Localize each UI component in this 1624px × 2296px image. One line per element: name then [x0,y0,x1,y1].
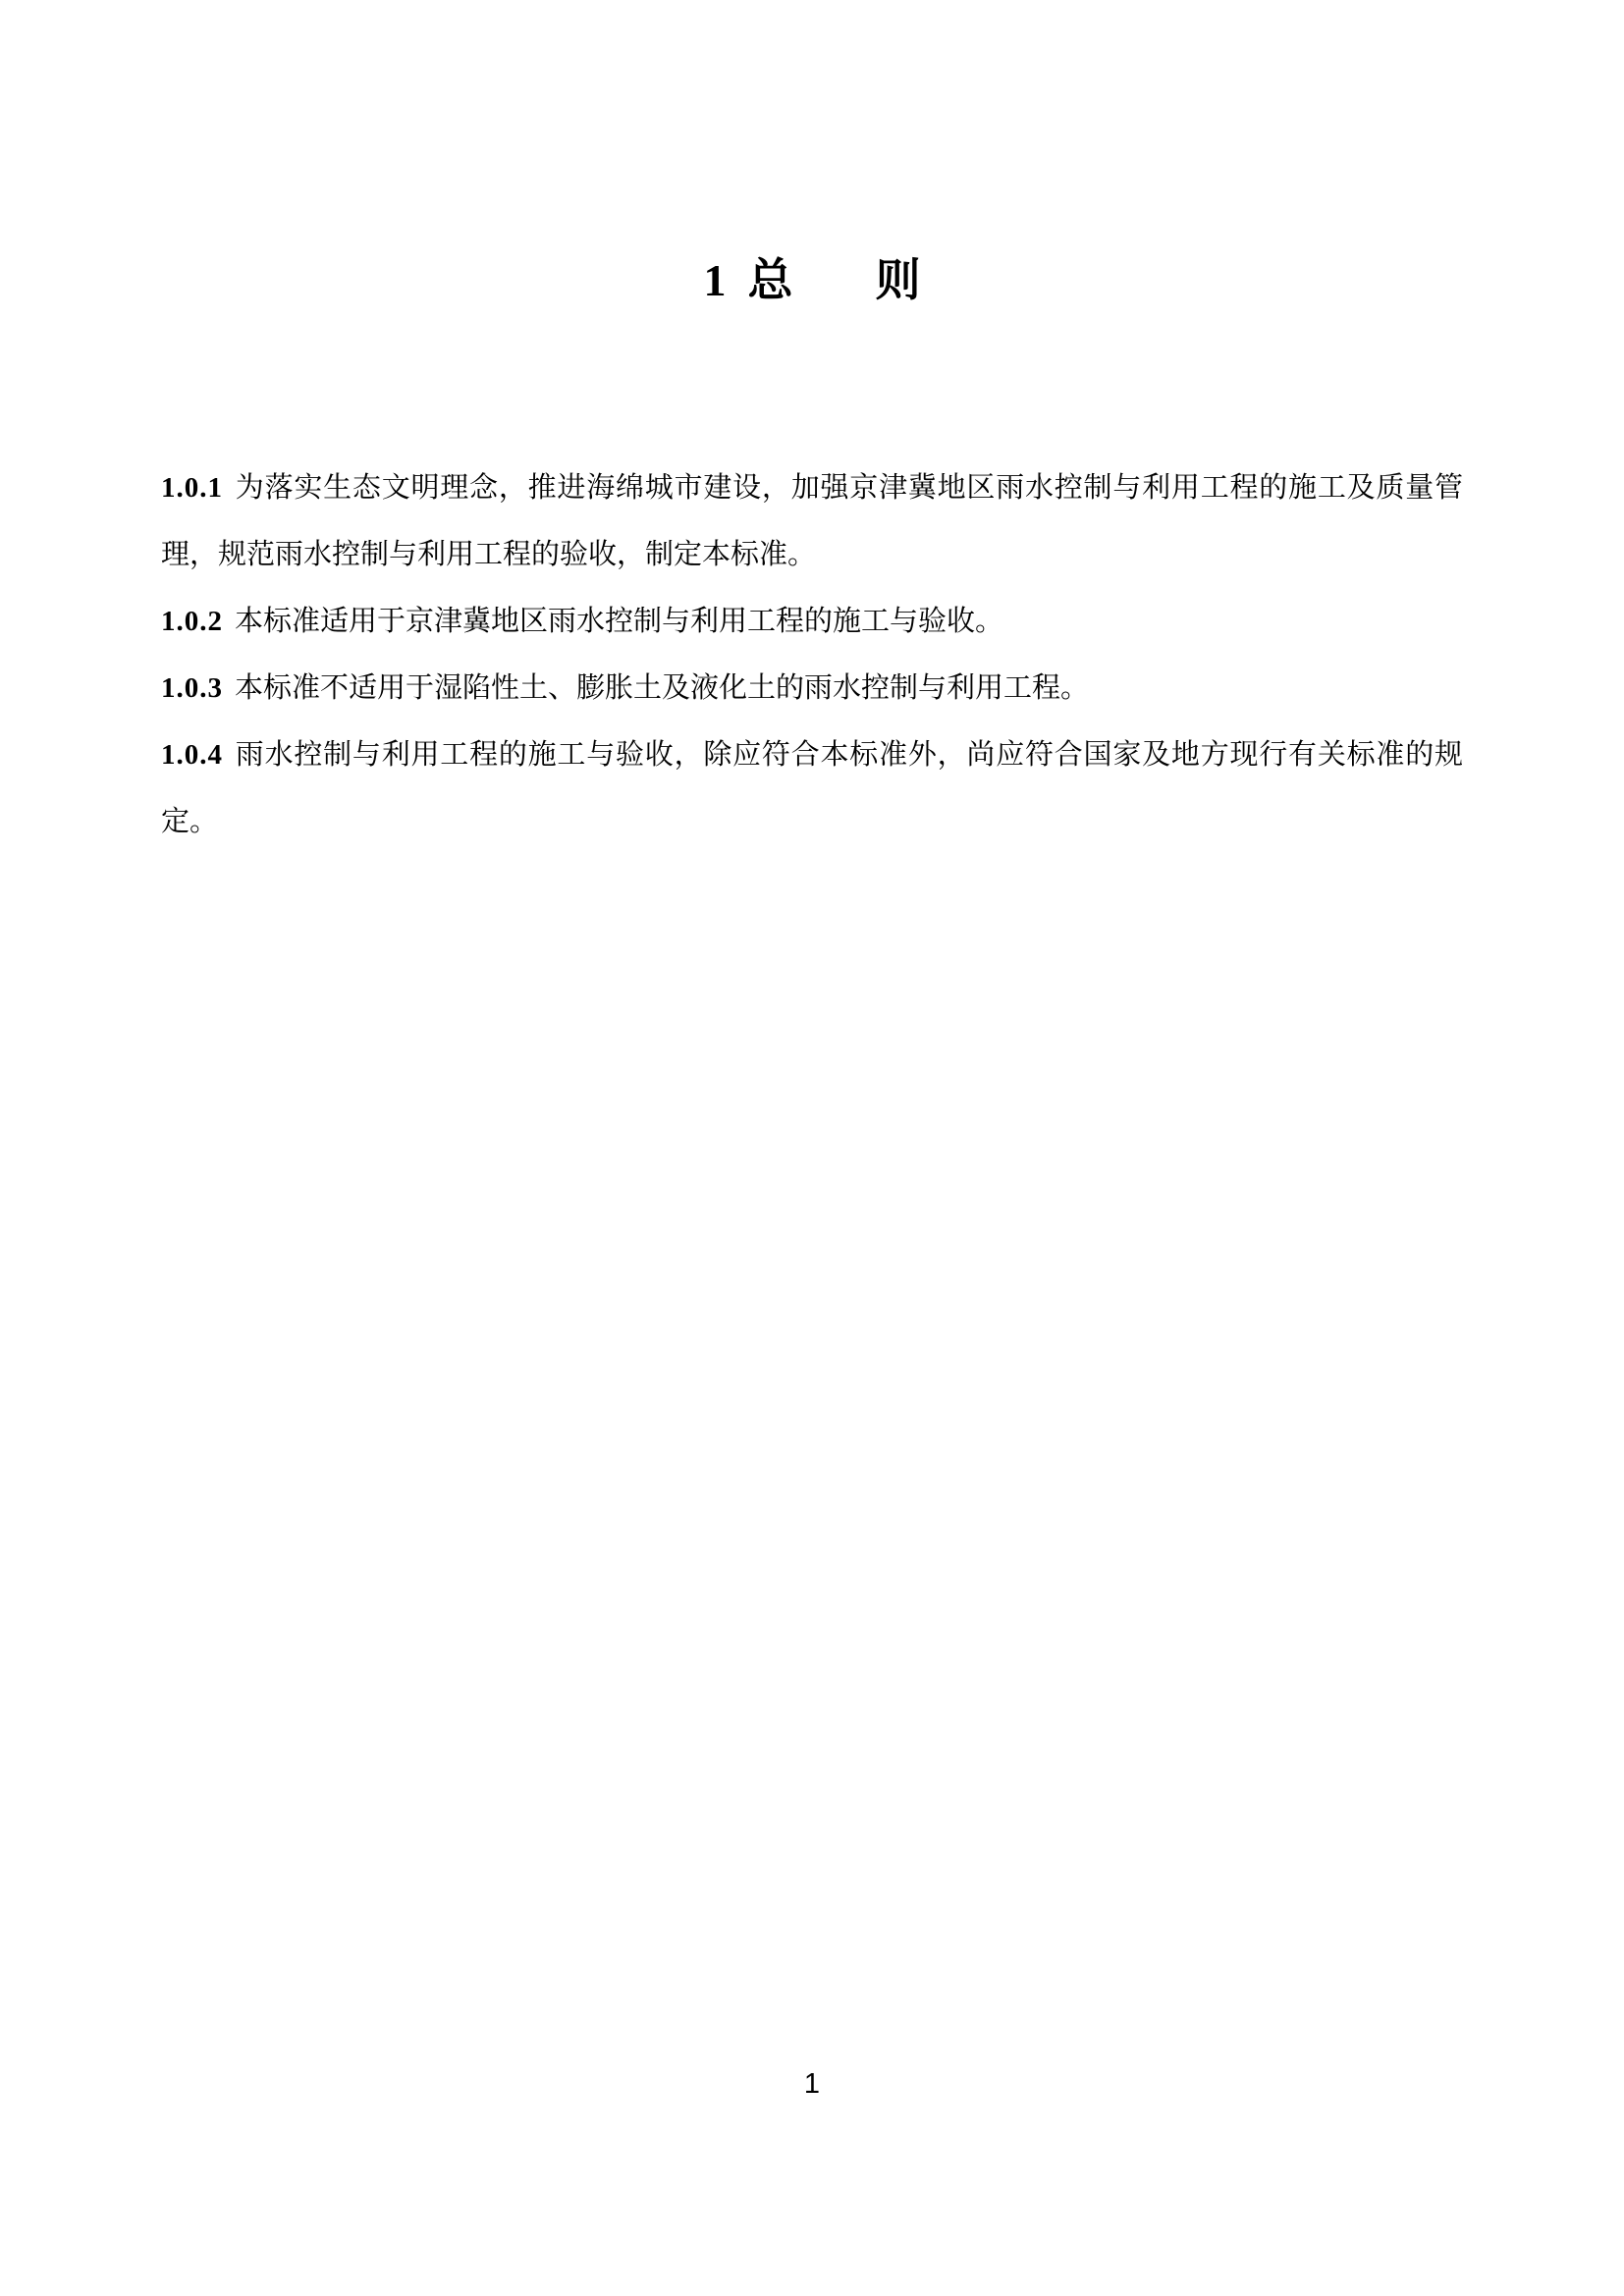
clause-number-1: 1.0.1 [161,472,223,505]
clause-number-4: 1.0.4 [161,739,223,772]
page-number: 1 [803,2068,821,2100]
page-footer [0,2067,1624,2102]
section-title-number: 1 [703,255,727,305]
section-title-word-2: 则 [875,255,921,305]
section-title-word-1: 总 [747,255,793,305]
clause-text-2: 本标准适用于京津冀地区雨水控制与利用工程的施工与验收。 [235,606,1004,638]
clause-number-2: 1.0.2 [161,606,223,638]
clause-paragraph-3 [161,655,1463,721]
clause-number-3: 1.0.3 [161,672,223,705]
document-body [161,454,1463,855]
clause-text-1: 为落实生态文明理念，推进海绵城市建设，加强京津冀地区雨水控制与利用工程的施工及质量管理，规范雨水控制与利用工程的验收，制定本标准。 [161,472,1463,571]
clause-paragraph-2 [161,588,1463,655]
clause-paragraph-4 [161,721,1463,855]
clause-paragraph-1 [161,454,1463,588]
section-title [0,0,1624,307]
clause-text-3: 本标准不适用于湿陷性土、膨胀土及液化土的雨水控制与利用工程。 [235,672,1090,705]
clause-text-4: 雨水控制与利用工程的施工与验收，除应符合本标准外，尚应符合国家及地方现行有关标准的规定。 [161,739,1463,838]
